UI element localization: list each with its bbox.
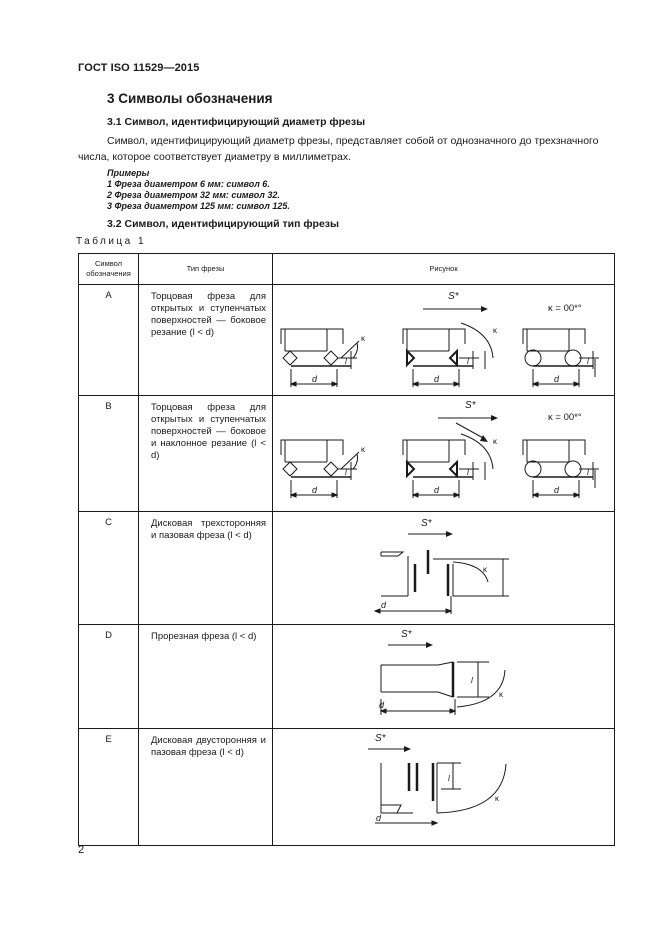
kappa-label: κ [499,690,503,699]
kappa-label: κ [495,794,499,803]
kappa-label: κ [361,334,365,343]
header-figure: Рисунок [273,254,615,285]
header-type: Тип фрезы [139,254,273,285]
row-type: Прорезная фреза (l < d) [139,625,273,729]
speed-label: S* [448,291,459,302]
page-number: 2 [78,844,85,856]
diameter-label: d [312,374,318,384]
row-code: D [79,625,139,729]
length-label: l [448,774,450,783]
length-label: l [587,468,589,477]
length-label: l [345,357,347,366]
figure-e [273,729,615,844]
kappa-value: κ = 00*° [548,303,582,314]
diameter-label: d [554,485,560,495]
length-label: l [345,468,347,477]
figure-d [273,625,615,727]
row-figure [273,285,615,396]
diameter-label: d [434,485,440,495]
row-figure [273,396,615,512]
row-figure [273,729,615,846]
kappa-label: κ [493,437,497,446]
row-code: B [79,396,139,512]
figure-b [273,396,615,510]
length-label: l [467,357,469,366]
row-code: E [79,729,139,846]
table-row [79,285,615,396]
diameter-label: d [312,485,318,495]
row-type: Торцовая фреза для открытых и ступенчатых поверхностей — боковое и наклонное резание (l < d) [139,396,273,512]
figure-c [273,512,615,623]
table-header-row [79,254,615,285]
row-code: C [79,512,139,625]
subsection-3-2-title: 3.2 Символ, идентифицирующий тип фрезы [107,218,339,230]
diameter-label: d [379,700,385,710]
kappa-label: κ [493,326,497,335]
row-figure [273,512,615,625]
row-code: A [79,285,139,396]
row-type: Дисковая трехсторонняя и пазовая фреза (l < d) [139,512,273,625]
length-label: l [471,676,473,685]
kappa-label: κ [483,565,487,574]
table-row [79,729,615,846]
standard-header: ГОСТ ISO 11529—2015 [78,62,200,74]
table-row [79,625,615,729]
example-1: 1 Фреза диаметром 6 мм: символ 6. [107,179,270,189]
examples-title: Примеры [107,168,150,178]
row-type: Торцовая фреза для открытых и ступенчатых поверхностей — боковое резание (l < d) [139,285,273,396]
speed-label: S* [401,629,412,640]
diameter-label: d [381,600,387,610]
speed-label: S* [375,733,386,744]
speed-label: S* [465,400,476,411]
kappa-label: κ [361,445,365,454]
row-figure [273,625,615,729]
example-2: 2 Фреза диаметром 32 мм: символ 32. [107,190,280,200]
subsection-3-1-title: 3.1 Символ, идентифицирующий диаметр фрезы [107,116,366,128]
cutter-type-table [78,253,615,846]
paragraph: Символ, идентифицирующий диаметр фрезы, представляет собой от однозначного до трехзначного числа, которое соответствует диаметру в миллиметрах. [78,135,599,163]
diameter-label: d [554,374,560,384]
header-symbol: Символ обозначения [79,254,139,285]
example-3: 3 Фреза диаметром 125 мм: символ 125. [107,201,290,211]
length-label: l [587,357,589,366]
diameter-label: d [434,374,440,384]
kappa-value: κ = 00*° [548,412,582,423]
section-title: 3 Символы обозначения [107,91,273,106]
row-type: Дисковая двусторонняя и пазовая фреза (l < d) [139,729,273,846]
table-row [79,396,615,512]
diameter-label: d [376,813,382,823]
figure-face-mill-a [273,285,615,395]
speed-label: S* [421,518,432,529]
length-label: l [467,468,469,477]
table-caption: Таблица 1 [76,236,147,247]
table-row [79,512,615,625]
